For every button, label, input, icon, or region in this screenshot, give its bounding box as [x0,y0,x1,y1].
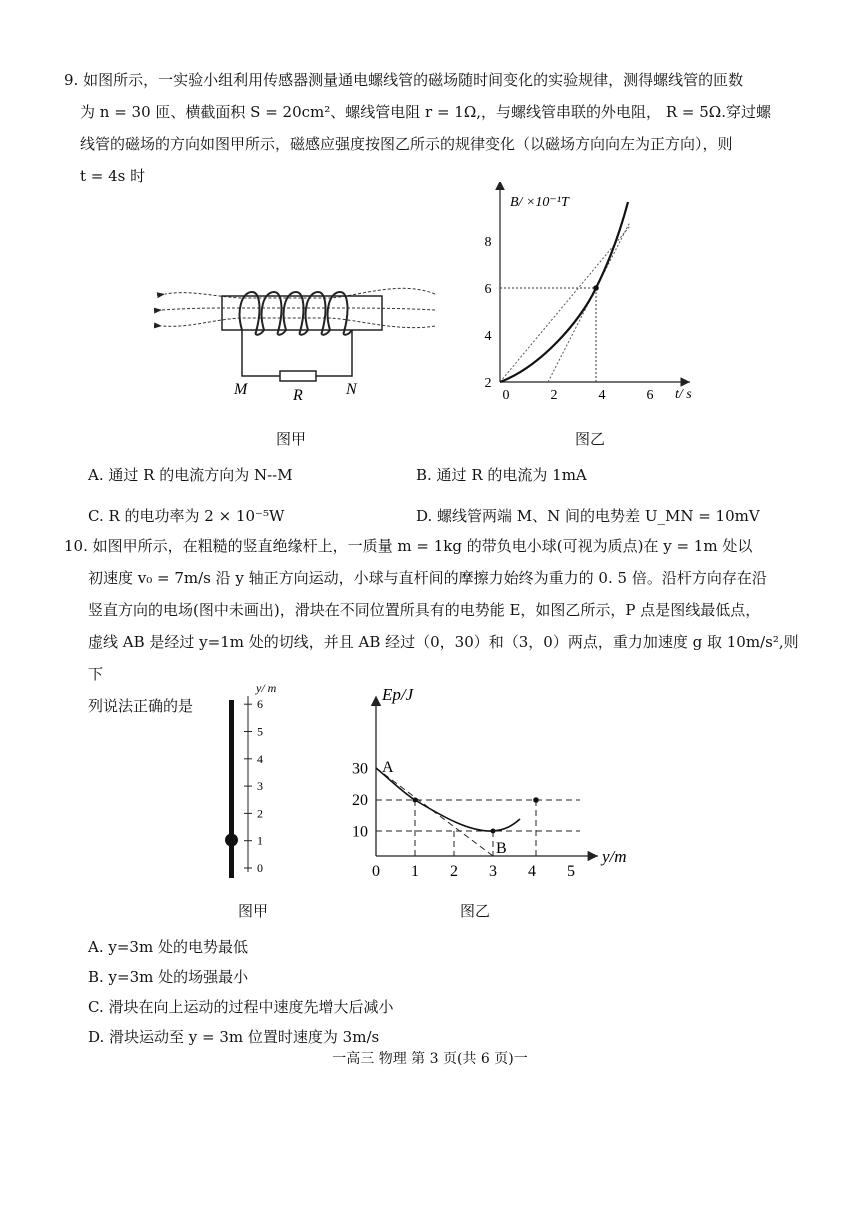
q10-option-d: D. 滑块运动至 y = 3m 位置时速度为 3m/s [88,1028,380,1046]
question-9-number: 9. [64,71,79,89]
point-A-label: A [382,759,394,776]
label-R: R [293,387,303,404]
insulating-rod [229,700,234,878]
question-10-line-1: 10. 如图甲所示，在粗糙的竖直绝缘杆上，一质量 m = 1kg 的带负电小球(可视为质点)在 y = 1m 处以 [64,537,753,555]
question-10-line-3: 竖直方向的电场(图中未画出)，滑块在不同位置所具有的电势能 E，如图乙所示，P 点是图线最低点， [88,601,761,619]
rod-tick-label: 4 [257,751,263,766]
q9-fig-b-caption: 图乙 [575,430,606,448]
b-axis-label: B/ ×10⁻¹T [510,195,569,210]
q10-option-b: B. y=3m 处的场强最小 [88,968,249,986]
ep-x-tick: 2 [450,863,458,880]
q10-fig-a-caption: 图甲 [238,902,269,920]
bt-y-tick: 2 [484,376,492,391]
q10-option-a: A. y=3m 处的电势最低 [88,938,248,956]
rod-tick-label: 6 [257,697,263,712]
question-10-line-2: 初速度 v₀ = 7m/s 沿 y 轴正方向运动，小球与直杆间的摩擦力始终为重力的 0. 5 倍。沿杆方向存在沿 [88,569,767,587]
question-9-line-1: 9. 如图所示，一实验小组利用传感器测量通电螺线管的磁场随时间变化的实验规律，测得螺线管的匝数 [64,71,744,89]
bt-y-tick: 8 [484,235,492,250]
field-lines [162,288,435,327]
ep-y-tick: 20 [352,792,368,809]
bt-x-tick: 0 [502,388,510,403]
label-M: M [234,381,248,398]
ep-y-tick: 30 [352,760,368,778]
question-10-line-4: 虚线 AB 是经过 y=1m 处的切线，并且 AB 经过（0，30）和（3，0）两点，重力加速度 g 取 10m/s²,则下 [88,633,799,683]
ep-x-tick: 3 [489,863,497,880]
bt-y-tick: 4 [484,329,492,344]
point-B-label: B [496,840,507,857]
t-axis-label: t/ s [675,387,692,402]
point-P [491,829,496,834]
b-curve [500,202,628,382]
q9-option-a: A. 通过 R 的电流方向为 N--M [88,466,293,484]
q10-option-c: C. 滑块在向上运动的过程中速度先增大后减小 [88,998,394,1016]
q9-fig-a-caption: 图甲 [276,430,307,448]
rod-tick-label: 1 [257,833,263,848]
rod-axis-label: y/ m [256,681,277,695]
question-10-line-5: 列说法正确的是 [88,697,194,715]
ep-x-tick: 1 [411,863,419,880]
q9-option-c: C. R 的电功率为 2 × 10⁻⁵W [88,507,285,525]
tangent-point [593,285,599,291]
ep-x-tick: 0 [372,863,380,880]
q10-fig-b-caption: 图乙 [460,902,491,920]
ep-x-tick: 5 [567,863,575,880]
q9-option-b: B. 通过 R 的电流为 1mA [416,466,587,484]
b-t-graph [470,182,710,412]
ep-y-graph [340,676,650,886]
page-footer: 一高三 物理 第 3 页(共 6 页)一 [332,1051,528,1067]
ep-y-tick: 10 [352,823,368,841]
bt-x-tick: 2 [550,388,558,403]
question-9-line-3: 线管的磁场的方向如图甲所示，磁感应强度按图乙所示的规律变化（以磁场方向向左为正方向），则 [80,135,733,153]
ball [225,834,238,847]
question-10-number: 10. [64,537,88,555]
bt-x-tick: 4 [598,388,606,403]
bt-x-tick: 6 [646,388,654,403]
ep-axis-label: Ep/J [382,685,414,704]
solenoid-figure [150,270,450,410]
guide-lines [376,768,580,856]
rod-tick-label: 0 [257,861,263,875]
resistor-R [280,371,316,381]
q9-option-d: D. 螺线管两端 M、N 间的电势差 U_MN = 10mV [416,507,760,525]
bt-y-tick: 6 [484,282,492,297]
question-9-line-4: t = 4s 时 [80,167,146,185]
label-N: N [346,381,357,398]
rod-figure [220,678,300,888]
rod-tick-label: 2 [257,806,263,821]
rod-tick-label: 5 [257,724,263,739]
question-9-line-2: 为 n = 30 匝、横截面积 S = 20cm²、螺线管电阻 r = 1Ω,，与螺线管串联的外电阻， R = 5Ω.穿过螺 [80,103,771,121]
rod-tick-label: 3 [257,779,263,794]
ep-x-tick: 4 [528,863,536,880]
y-axis-label: y/m [602,847,627,866]
question-9 [64,64,804,192]
chord-line [500,226,630,382]
